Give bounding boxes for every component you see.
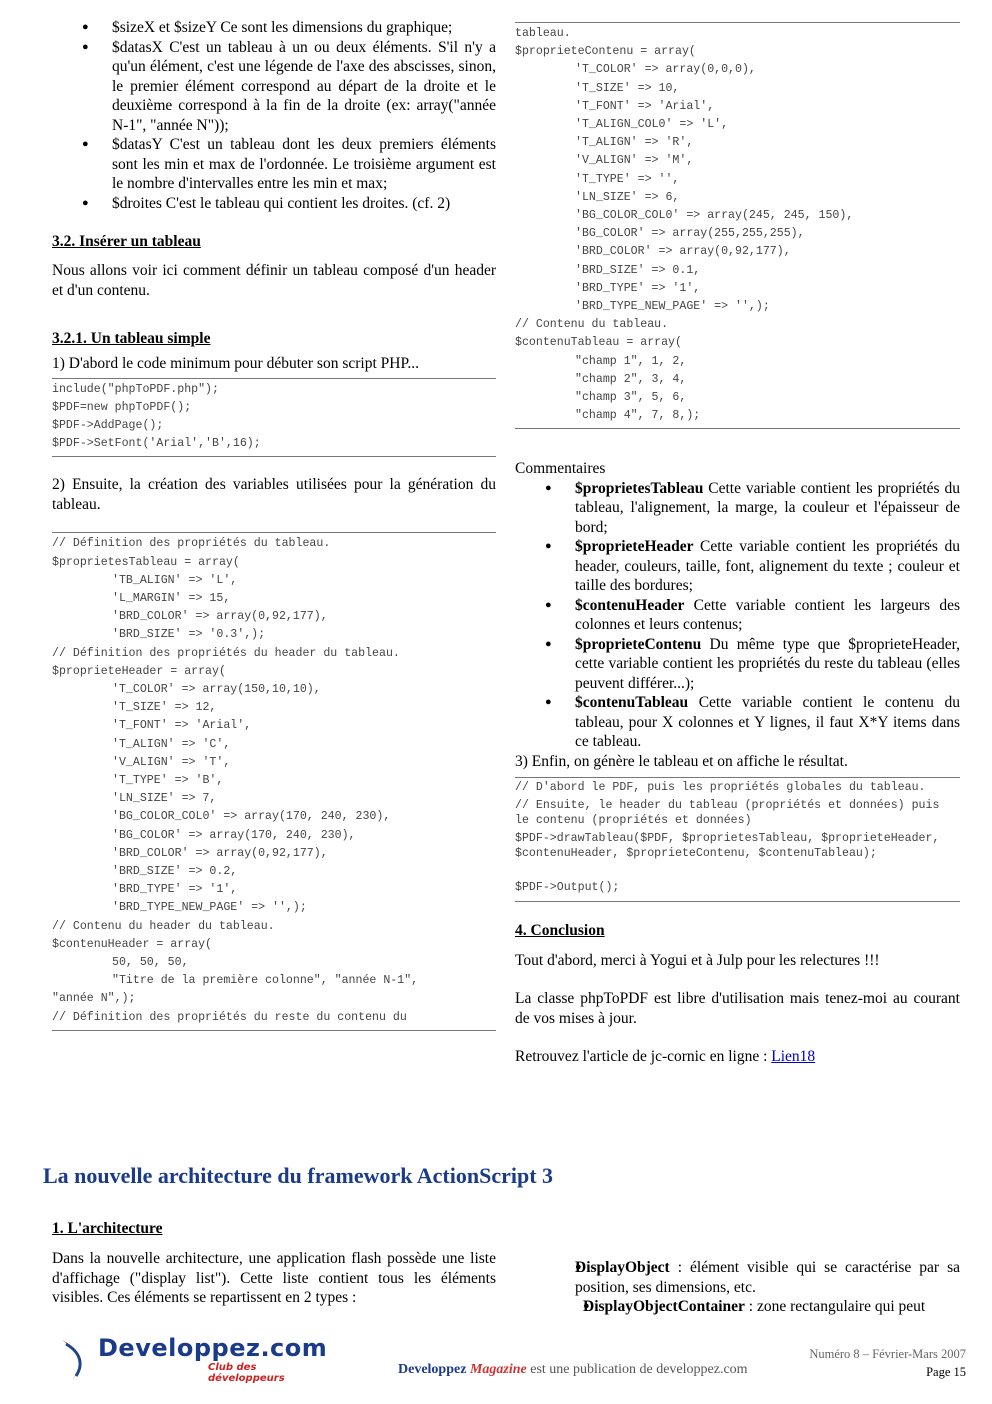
code-line: 'T_COLOR' => array(0,0,0),: [575, 63, 756, 77]
code-line: $contenuHeader = array(: [52, 937, 213, 951]
paragraph: 3) Enfin, on génère le tableau et on affiche le résultat.: [515, 752, 848, 770]
paragraph: 2) Ensuite, la création des variables utilisées pour la génération du tableau.: [52, 476, 496, 513]
term: $proprietesTableau: [575, 479, 704, 497]
comments-title: Commentaires: [515, 460, 606, 478]
term: $proprieteHeader: [575, 538, 694, 556]
code-line: 'T_ALIGN' => 'R',: [575, 136, 694, 150]
comments-list: [515, 479, 960, 752]
code-line: 'T_TYPE' => '',: [575, 172, 680, 186]
left-column: [52, 18, 496, 1031]
code-line: // Définition des propriétés du tableau.: [52, 537, 331, 551]
code-line: 'BRD_SIZE' => '0.3',);: [112, 628, 266, 642]
code-line: 'T_SIZE' => 10,: [575, 81, 680, 95]
code-line: include("phpToPDF.php");: [52, 382, 219, 396]
right-column: [515, 18, 960, 1067]
code-line: "champ 1", 1, 2,: [575, 354, 687, 368]
code-line: // Définition des propriétés du header du tableau.: [52, 646, 400, 660]
list-item: [515, 1297, 960, 1317]
code-line: $proprieteHeader = array(: [52, 664, 226, 678]
link-intro: Retrouvez l'article de jc-cornic en ligne :: [515, 1048, 772, 1066]
code-line: 'L_MARGIN' => 15,: [112, 591, 231, 605]
code-line: "champ 2", 3, 4,: [575, 372, 687, 386]
code-line: 'BG_COLOR' => array(255,255,255),: [575, 227, 805, 241]
code-line: 'TB_ALIGN' => 'L',: [112, 573, 238, 587]
code-line: 'BRD_COLOR' => array(0,92,177),: [575, 245, 791, 259]
code-line: 'T_ALIGN_COL0' => 'L',: [575, 118, 729, 132]
list-item: ● $sizeX et $sizeY Ce sont les dimensions du graphique;: [52, 18, 496, 38]
term-description: Cette variable contient les largeurs des colonnes et leurs contenus;: [575, 596, 960, 634]
code-line: // D'abord le PDF, puis les propriétés globales du tableau.: [515, 781, 926, 795]
paragraph: La classe phpToPDF est libre d'utilisation mais tenez-moi au courant de vos mises à jour.: [515, 990, 960, 1027]
term-description: Cette variable contient les propriétés du header, couleurs, taille, font, alignement du texte ; couleur et taille des bordures;: [575, 538, 960, 595]
code-line: $proprietesTableau = array(: [52, 555, 240, 569]
code-line: 'T_SIZE' => 12,: [112, 701, 217, 715]
code-line: "année N",);: [52, 992, 136, 1006]
code-line: $PDF->Output();: [515, 881, 620, 895]
code-line: 'LN_SIZE' => 6,: [575, 190, 680, 204]
list-item: [515, 693, 960, 752]
code-line: "Titre de la première colonne", "année N-1",: [112, 974, 419, 988]
term-description: Cette variable contient le contenu du tableau, pour X colonnes et Y lignes, il faut X*Y items dans ce tableau.: [575, 694, 960, 751]
paragraph: [515, 1047, 960, 1067]
code-line: $contenuTableau = array(: [515, 336, 682, 350]
list-item: [515, 1258, 960, 1297]
code-line: $PDF->drawTableau($PDF, $proprietesTableau, $proprieteHeader, $contenuHeader, $proprieteContenu, $contenuTableau);: [515, 832, 947, 861]
developpez-logo: [58, 1334, 328, 1384]
article-link[interactable]: Lien18: [771, 1048, 816, 1066]
code-line: $proprieteContenu = array(: [515, 45, 696, 59]
code-line: 'T_TYPE' => 'B',: [112, 773, 224, 787]
code-line: 'BRD_TYPE_NEW_PAGE' => '',);: [575, 300, 770, 314]
code-line: 'BRD_TYPE_NEW_PAGE' => '',);: [112, 901, 307, 915]
code-line: // Définition des propriétés du reste du contenu du: [52, 1010, 407, 1024]
list-item: ● $datasX C'est un tableau à un ou deux éléments. S'il n'y a qu'un élément, c'est une légende de l'axe des abscisses, sinon, le premier élément correspond au départ de la droite et le deuxième correspond à la fin de la droite (ex: array("année N-1", "année N"));: [52, 38, 496, 136]
logo-subtitle: Club des développeurs: [208, 1362, 285, 1384]
list-item: [515, 479, 960, 538]
code-line: 'BRD_TYPE' => '1',: [575, 281, 701, 295]
term: $contenuHeader: [575, 596, 685, 614]
logo-text: Developpez.com: [98, 1334, 328, 1362]
publication-line: [398, 1362, 748, 1378]
list-item: [515, 635, 960, 694]
issue-number: Numéro 8 – Février-Mars 2007: [809, 1347, 966, 1361]
code-line: $PDF=new phpToPDF();: [52, 400, 192, 414]
display-types-list: [515, 1258, 960, 1317]
paragraph: Tout d'abord, merci à Yogui et à Julp pour les relectures !!!: [515, 951, 880, 969]
list-item: ● $datasY C'est un tableau dont les deux premiers éléments sont les min et max de l'ordonnée. Le troisième argument est le nombre d'intervalles entre les min et max;: [52, 135, 496, 194]
code-line: 'BG_COLOR_COL0' => array(245, 245, 150),: [575, 209, 854, 223]
code-line: // Contenu du tableau.: [515, 318, 669, 332]
list-item: [515, 537, 960, 596]
term: $proprieteContenu: [575, 635, 702, 653]
code-line: 'T_ALIGN' => 'C',: [112, 737, 231, 751]
code-line: $PDF->SetFont('Arial','B',16);: [52, 437, 261, 451]
pub-text: est une publication de developpez.com: [526, 1362, 748, 1377]
code-line: 'V_ALIGN' => 'T',: [112, 755, 231, 769]
code-line: 'BRD_COLOR' => array(0,92,177),: [112, 846, 328, 860]
paragraph: 1) D'abord le code minimum pour débuter son script PHP...: [52, 355, 419, 372]
code-block: [52, 378, 496, 458]
code-line: 'BG_COLOR' => array(170, 240, 230),: [112, 828, 356, 842]
code-line: 'T_FONT' => 'Arial',: [112, 719, 252, 733]
term-description: Du même type que $proprieteHeader, cette variable contient les propriétés du reste du tableau (elles peuvent différer...);: [575, 635, 960, 692]
code-line: 'T_COLOR' => array(150,10,10),: [112, 682, 321, 696]
section-heading-3-2: 3.2. Insérer un tableau: [52, 233, 201, 250]
code-line: 50, 50, 50,: [112, 955, 189, 969]
code-line: tableau.: [515, 27, 571, 40]
pub-magazine: Magazine: [469, 1362, 527, 1377]
paragraph: Nous allons voir ici comment définir un tableau composé d'un header et d'un contenu.: [52, 262, 496, 299]
code-block: [52, 532, 496, 1030]
list-item: [515, 596, 960, 635]
article-title: La nouvelle architecture du framework ActionScript 3: [43, 1163, 554, 1188]
code-line: 'BRD_SIZE' => 0.1,: [575, 263, 701, 277]
term-description: Cette variable contient les propriétés du tableau, l'alignement, la marge, la couleur et l'épaisseur de bord;: [575, 479, 960, 536]
page-number: Page 15: [926, 1365, 966, 1379]
code-line: 'BRD_SIZE' => 0.2,: [112, 864, 238, 878]
section-heading-4: 4. Conclusion: [515, 921, 605, 939]
term-description: : élément visible qui se caractérise par sa position, ses dimensions, etc.: [575, 1259, 960, 1296]
code-line: 'BRD_TYPE' => '1',: [112, 883, 238, 897]
term: DisplayObjectContainer: [583, 1298, 745, 1315]
code-line: "champ 4", 7, 8,);: [575, 409, 701, 423]
term-description: : zone rectangulaire qui peut: [744, 1298, 926, 1315]
code-block: [515, 777, 960, 901]
code-line: // Contenu du header du tableau.: [52, 919, 275, 933]
code-line: 'V_ALIGN' => 'M',: [575, 154, 694, 168]
term: $contenuTableau: [575, 694, 689, 712]
section-heading-1: 1. L'architecture: [52, 1220, 163, 1237]
code-line: // Ensuite, le header du tableau (propriétés et données) puis le contenu (propriétés et données): [515, 799, 947, 828]
section-heading-3-2-1: 3.2.1. Un tableau simple: [52, 330, 211, 347]
code-line: 'LN_SIZE' => 7,: [112, 792, 217, 806]
code-line: 'T_FONT' => 'Arial',: [575, 99, 715, 113]
term: DisplayObject: [575, 1259, 670, 1276]
code-line: 'BG_COLOR_COL0' => array(170, 240, 230),: [112, 810, 391, 824]
param-list: [52, 18, 496, 213]
list-item: ● $droites C'est le tableau qui contient les droites. (cf. 2): [52, 194, 496, 214]
paragraph: Dans la nouvelle architecture, une application flash possède une liste d'affichage ("display list"). Cette liste contient tous les éléments visibles. Ces éléments se repartissent en 2 types :: [52, 1250, 496, 1306]
code-block: [515, 22, 960, 429]
code-line: 'BRD_COLOR' => array(0,92,177),: [112, 610, 328, 624]
code-line: "champ 3", 5, 6,: [575, 391, 687, 405]
code-line: $PDF->AddPage();: [52, 418, 164, 432]
pub-name: Developpez: [398, 1362, 467, 1377]
